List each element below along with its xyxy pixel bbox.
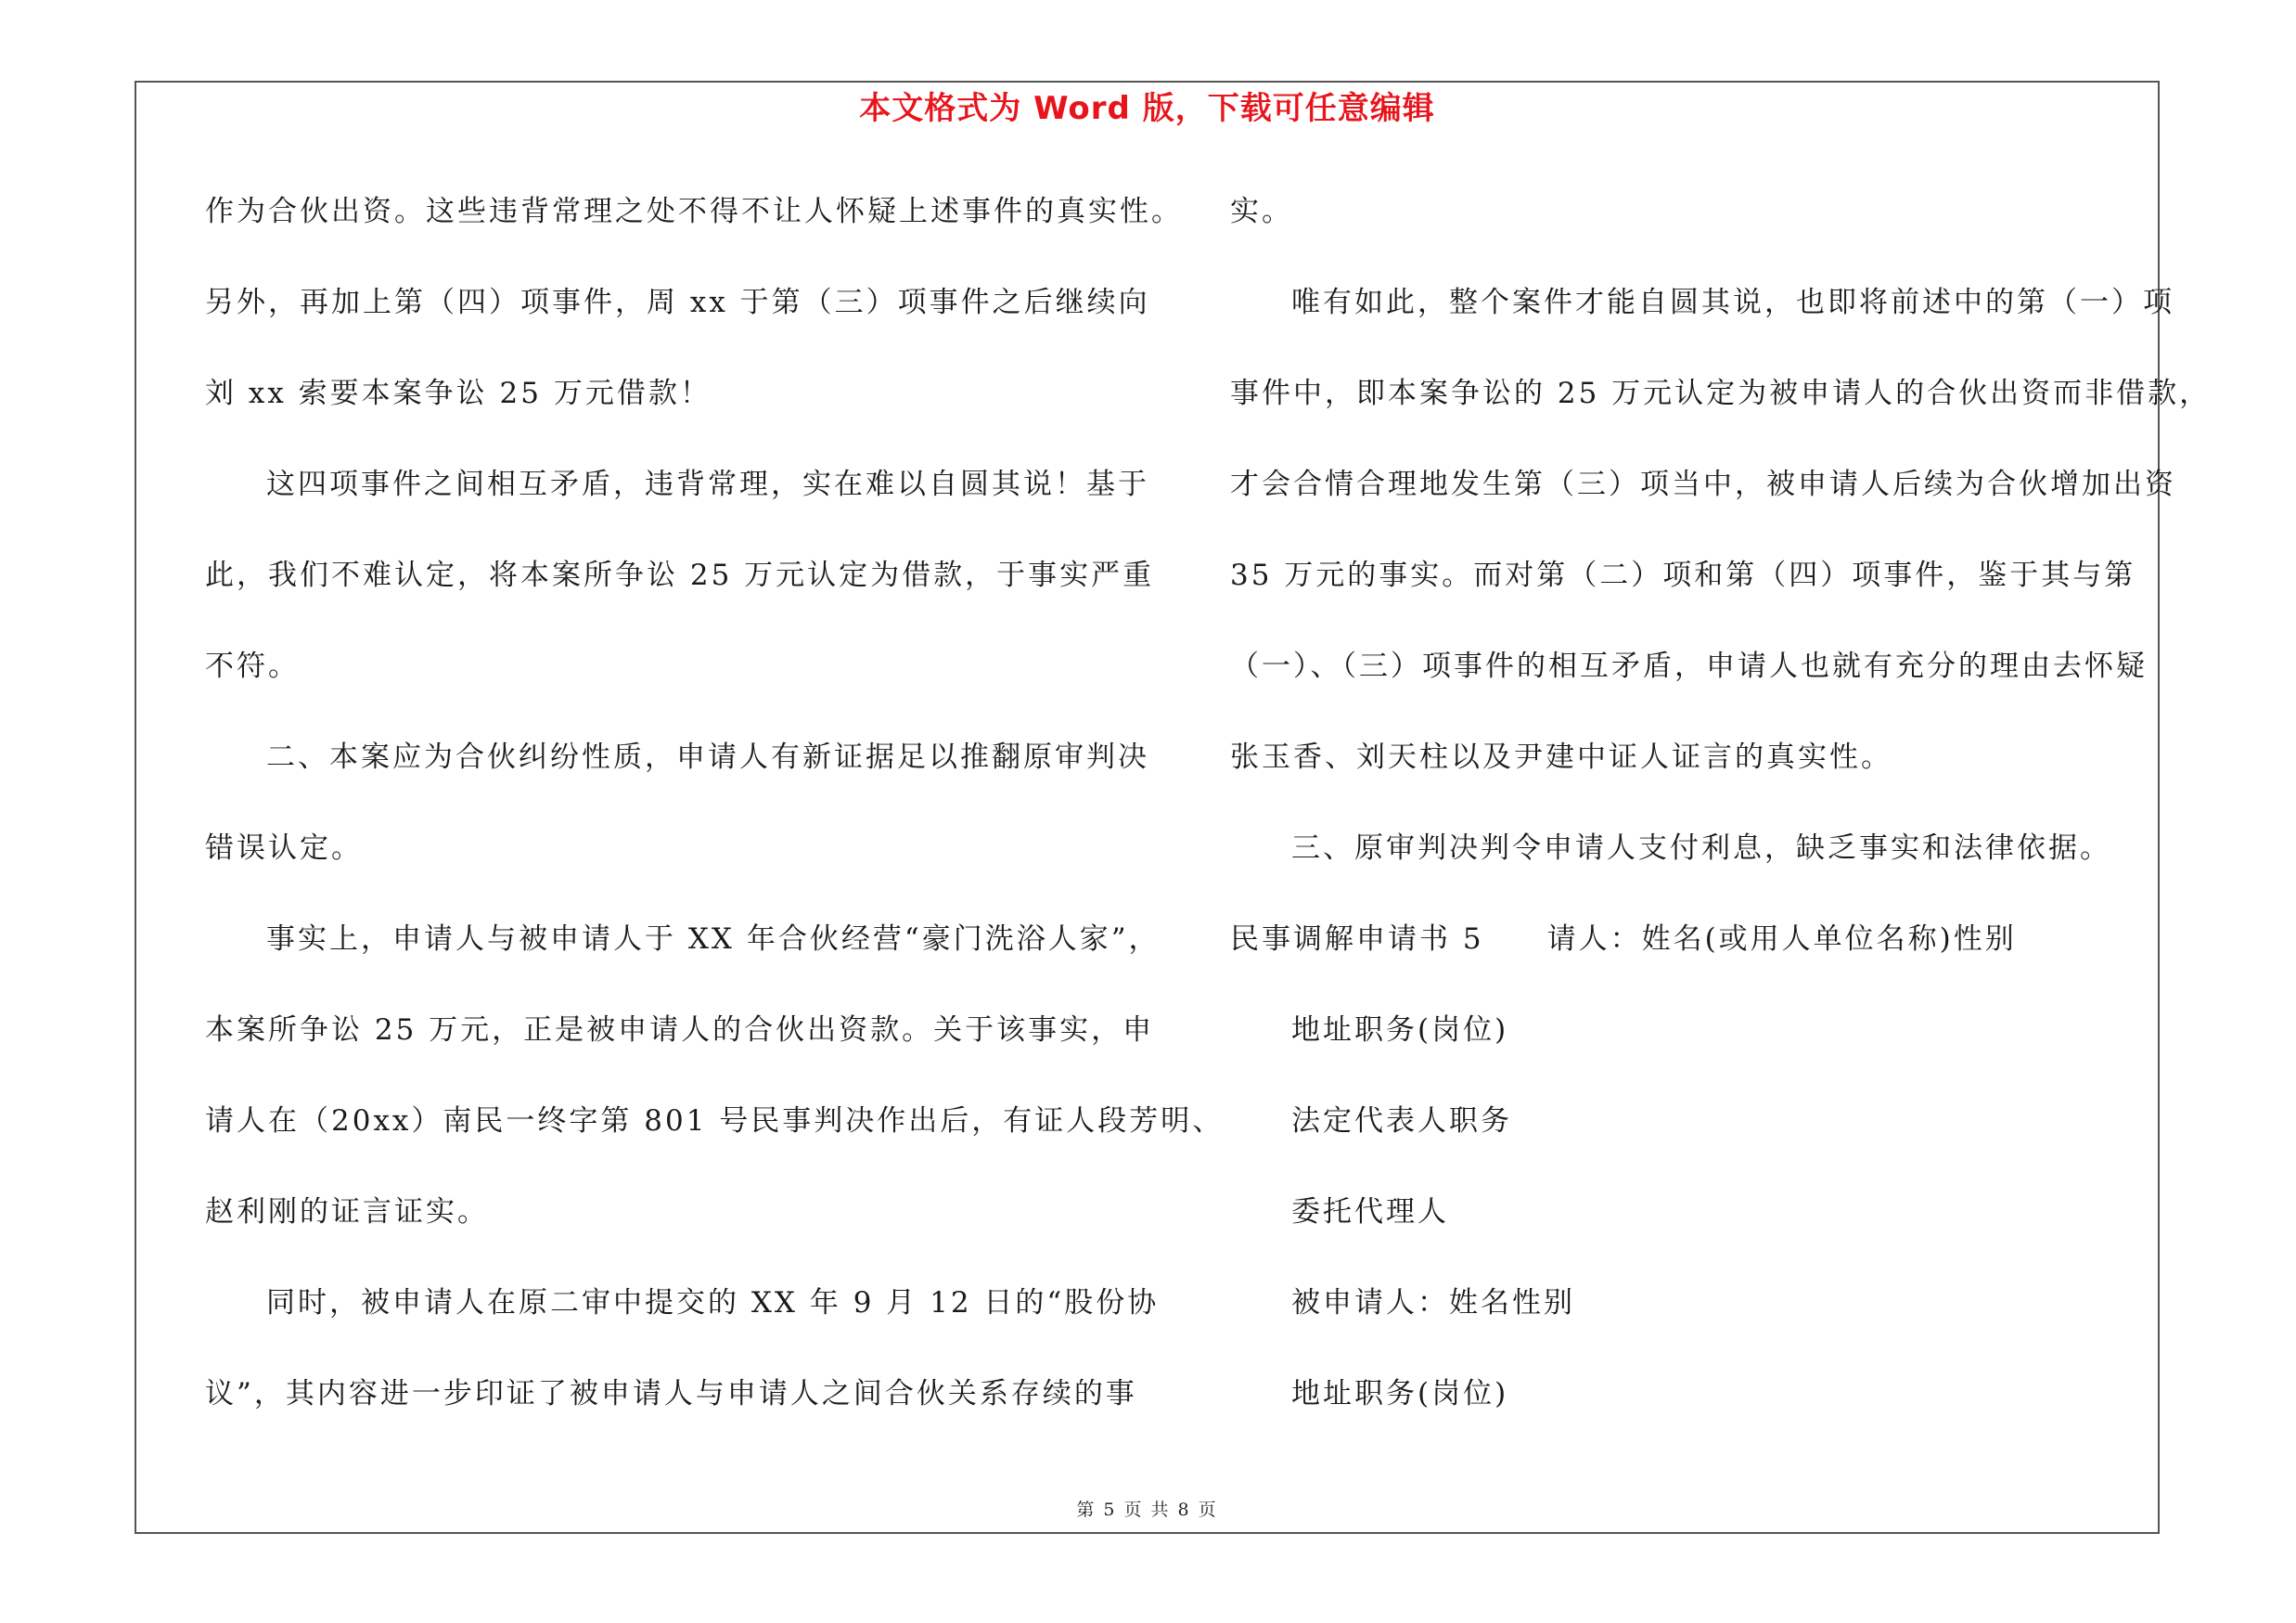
paragraph-line: 35 万元的事实。而对第（二）项和第（四）项事件，鉴于其与第 — [1230, 559, 2136, 592]
form-title-line: 民事调解申请书 5 请人：姓名(或用人单位名称)性别 — [1230, 922, 2017, 956]
form-field-line: 委托代理人 — [1291, 1195, 1449, 1229]
form-field-line: 地址职务(岗位) — [1291, 1013, 1509, 1047]
section-heading-line: 错误认定。 — [205, 831, 363, 865]
right-text-column — [1230, 184, 2212, 1457]
form-field-line: 法定代表人职务 — [1291, 1104, 1512, 1138]
page-number-footer: 第 5 页 共 8 页 — [1076, 1500, 1218, 1520]
word-format-banner: 本文格式为 Word 版，下载可任意编辑 — [859, 90, 1435, 127]
paragraph-line: 议”，其内容进一步印证了被申请人与申请人之间合伙关系存续的事 — [205, 1377, 1137, 1410]
paragraph-line: （一）、（三）项事件的相互矛盾，申请人也就有充分的理由去怀疑 — [1230, 650, 2148, 683]
section-heading-line: 二、本案应为合伙纠纷性质，申请人有新证据足以推翻原审判决 — [266, 741, 1149, 774]
paragraph-line: 同时，被申请人在原二审中提交的 XX 年 9 月 12 日的“股份协 — [266, 1286, 1160, 1320]
paragraph-line: 请人在（20xx）南民一终字第 801 号民事判决作出后，有证人段芳明、 — [205, 1104, 1225, 1138]
paragraph-line: 实。 — [1230, 195, 1293, 228]
paragraph-line: 另外，再加上第（四）项事件，周 xx 于第（三）项事件之后继续向 — [205, 286, 1150, 319]
paragraph-line: 才会合情合理地发生第（三）项当中，被申请人后续为合伙增加出资 — [1230, 468, 2176, 501]
left-text-column — [205, 184, 1225, 1457]
paragraph-line: 本案所争讼 25 万元，正是被申请人的合伙出资款。关于该事实，申 — [205, 1013, 1155, 1047]
paragraph-line: 这四项事件之间相互矛盾，违背常理，实在难以自圆其说！基于 — [266, 468, 1149, 501]
paragraph-line: 作为合伙出资。这些违背常理之处不得不让人怀疑上述事件的真实性。 — [205, 195, 1183, 228]
section-heading-line: 三、原审判决判令申请人支付利息，缺乏事实和法律依据。 — [1291, 831, 2111, 865]
paragraph-line: 刘 xx 索要本案争讼 25 万元借款！ — [205, 377, 712, 410]
paragraph-line: 张玉香、刘天柱以及尹建中证人证言的真实性。 — [1230, 741, 1892, 774]
paragraph-line: 赵利刚的证言证实。 — [205, 1195, 489, 1229]
form-field-line: 被申请人：姓名性别 — [1291, 1286, 1575, 1320]
paragraph-line: 事实上，申请人与被申请人于 XX 年合伙经营“豪门洗浴人家”， — [266, 922, 1161, 956]
paragraph-line: 事件中，即本案争讼的 25 万元认定为被申请人的合伙出资而非借款， — [1230, 377, 2212, 410]
paragraph-line: 唯有如此，整个案件才能自圆其说，也即将前述中的第（一）项 — [1291, 286, 2174, 319]
paragraph-line: 不符。 — [205, 650, 300, 683]
form-field-line: 地址职务(岗位) — [1291, 1377, 1509, 1410]
paragraph-line: 此，我们不难认定，将本案所争讼 25 万元认定为借款，于事实严重 — [205, 559, 1155, 592]
